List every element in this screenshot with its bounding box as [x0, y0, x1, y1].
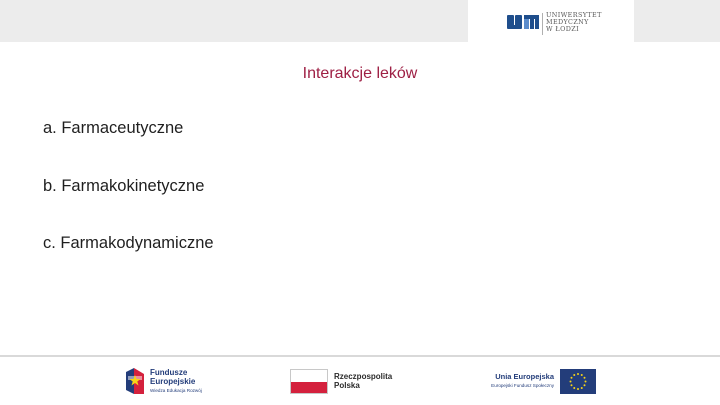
university-name-line: MEDYCZNY: [546, 18, 589, 27]
university-name-line: UNIWERSYTET: [546, 11, 602, 19]
header-band-right: [634, 0, 720, 42]
fundusze-line2: Europejskie: [150, 377, 196, 386]
rzeczpospolita-line2: Polska: [334, 381, 360, 390]
fundusze-europejskie-logo: [124, 366, 234, 396]
university-logo: [468, 0, 634, 44]
list-item: a. Farmaceutyczne: [43, 119, 184, 137]
list-item: b. Farmakokinetyczne: [43, 177, 205, 195]
polish-flag-icon: [290, 369, 328, 394]
university-name-line: W ŁODZI: [546, 25, 580, 34]
unia-line1: Unia Europejska: [495, 372, 554, 381]
fundusze-star-icon: [124, 366, 146, 396]
rzeczpospolita-line1: Rzeczpospolita: [334, 372, 393, 381]
um-logo-mark: [506, 11, 540, 33]
fundusze-line1: Fundusze: [150, 368, 188, 377]
header-band-left: [0, 0, 468, 42]
rzeczpospolita-logo: [290, 369, 410, 395]
eu-flag-icon: [560, 369, 596, 394]
university-name: [546, 12, 626, 34]
slide-title: Interakcje leków: [302, 65, 418, 82]
unia-europejska-logo: [474, 368, 596, 396]
logo-divider: [542, 13, 543, 35]
unia-line2: Europejski Fundusz Społeczny: [491, 383, 554, 388]
footer-divider: [0, 355, 720, 357]
list-item: c. Farmakodynamiczne: [43, 234, 214, 252]
fundusze-line3: Wiedza Edukacja Rozwój: [150, 388, 202, 393]
